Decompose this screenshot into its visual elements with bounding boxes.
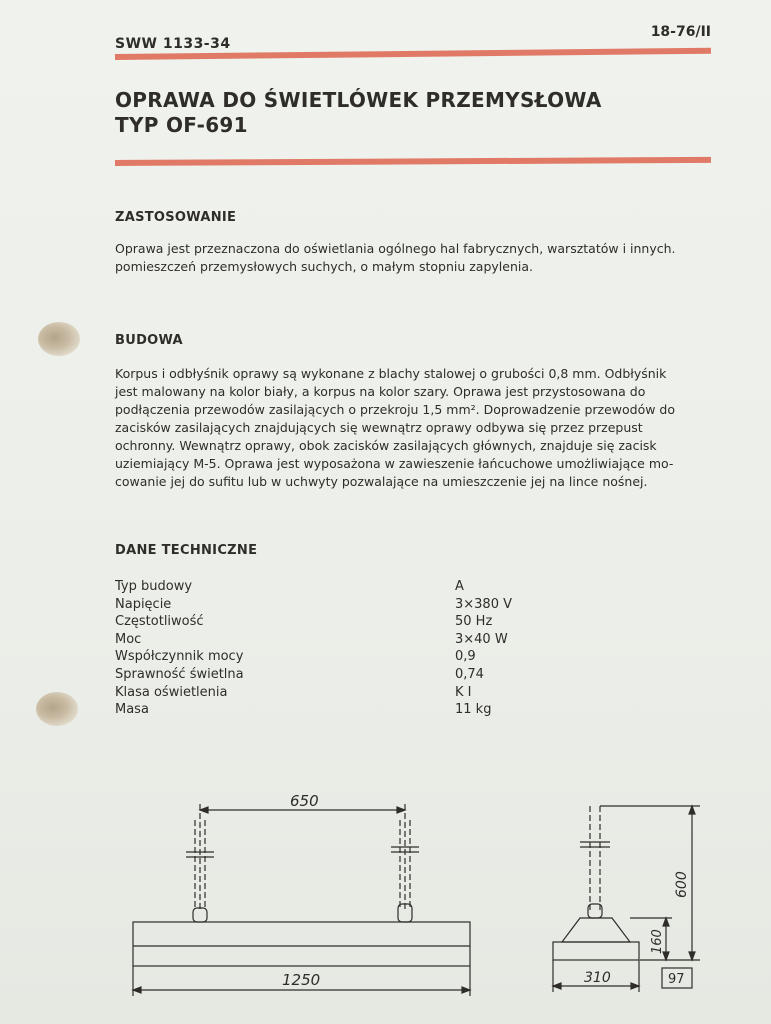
spec-label: Moc bbox=[115, 631, 142, 647]
page-title bbox=[115, 88, 602, 138]
spec-row bbox=[115, 666, 535, 684]
budowa-line: podłączenia przewodów zasilających o przekroju 1,5 mm². Doprowadzenie przewodów do bbox=[115, 402, 676, 417]
spec-label: Sprawność świetlna bbox=[115, 666, 244, 682]
budowa-line: zacisków zasilających znajdujących się wewnątrz oprawy odbywa się przez przepust bbox=[115, 420, 643, 435]
spec-value: 11 kg bbox=[455, 702, 492, 718]
dimension-label: 160 bbox=[650, 929, 665, 954]
reference-number: 97 bbox=[668, 972, 685, 987]
spec-value: 3×40 W bbox=[455, 631, 508, 647]
spec-row bbox=[115, 578, 535, 596]
budowa-line: cowanie jej do sufitu lub w uchwyty pozwalające na umieszczenie jej na lince nośnej. bbox=[115, 474, 648, 489]
section-heading-zastosowanie: ZASTOSOWANIE bbox=[115, 210, 237, 225]
budowa-line: ochronny. Wewnątrz oprawy, obok zacisków zasilających głównych, znajduje się zacisk bbox=[115, 438, 657, 453]
section-heading-dane-techniczne: DANE TECHNICZNE bbox=[115, 543, 258, 558]
spec-value: K I bbox=[455, 684, 472, 700]
punch-hole bbox=[38, 322, 80, 356]
budowa-line: uziemiający M-5. Oprawa jest wyposażona w zawieszenie łańcuchowe umożliwiające mo- bbox=[115, 456, 674, 471]
spec-label: Częstotliwość bbox=[115, 614, 204, 630]
document-number: 18-76/II bbox=[650, 24, 711, 40]
spec-table bbox=[115, 578, 535, 719]
technical-drawing bbox=[0, 770, 771, 1024]
spec-label: Typ budowy bbox=[115, 579, 193, 594]
front-view bbox=[133, 804, 470, 996]
spec-value: 0,9 bbox=[455, 649, 476, 665]
spec-row bbox=[115, 648, 535, 666]
spec-label: Napięcie bbox=[115, 596, 172, 612]
spec-value: 50 Hz bbox=[455, 614, 493, 630]
spec-label: Masa bbox=[115, 702, 149, 718]
section-heading-budowa: BUDOWA bbox=[115, 333, 183, 348]
spec-row bbox=[115, 596, 535, 614]
side-view bbox=[553, 806, 700, 992]
spec-value: 0,74 bbox=[455, 666, 484, 682]
spec-row bbox=[115, 631, 535, 649]
title-line-1: OPRAWA DO ŚWIETLÓWEK PRZEMYSŁOWA bbox=[115, 88, 602, 112]
budowa-line: jest malowany na kolor biały, a korpus na kolor szary. Oprawa jest przystosowana do bbox=[115, 384, 646, 399]
dimension-label: 1250 bbox=[282, 971, 321, 989]
dimension-label: 310 bbox=[584, 970, 611, 986]
title-line-2: TYP OF-691 bbox=[115, 113, 248, 137]
dimension-label: 650 bbox=[290, 792, 319, 810]
spec-value: 3×380 V bbox=[455, 596, 513, 612]
zastosowanie-line-1: Oprawa jest przeznaczona do oświetlania ogólnego hal fabrycznych, warsztatów i innych. bbox=[115, 241, 676, 256]
dimension-label: 600 bbox=[674, 871, 690, 898]
budowa-text bbox=[115, 365, 715, 491]
spec-label: Klasa oświetlenia bbox=[115, 684, 228, 700]
zastosowanie-text bbox=[115, 240, 715, 276]
punch-hole bbox=[36, 692, 78, 726]
spec-row bbox=[115, 684, 535, 702]
spec-row bbox=[115, 613, 535, 631]
title-rule bbox=[115, 157, 711, 166]
budowa-line: Korpus i odbłyśnik oprawy są wykonane z blachy stalowej o grubości 0,8 mm. Odbłyśnik bbox=[115, 366, 667, 381]
spec-label: Współczynnik mocy bbox=[115, 649, 244, 665]
zastosowanie-line-2: pomieszczeń przemysłowych suchych, o małym stopniu zapylenia. bbox=[115, 259, 533, 274]
spec-row bbox=[115, 701, 535, 719]
document-code: SWW 1133-34 bbox=[115, 36, 231, 52]
spec-value: A bbox=[455, 579, 464, 594]
